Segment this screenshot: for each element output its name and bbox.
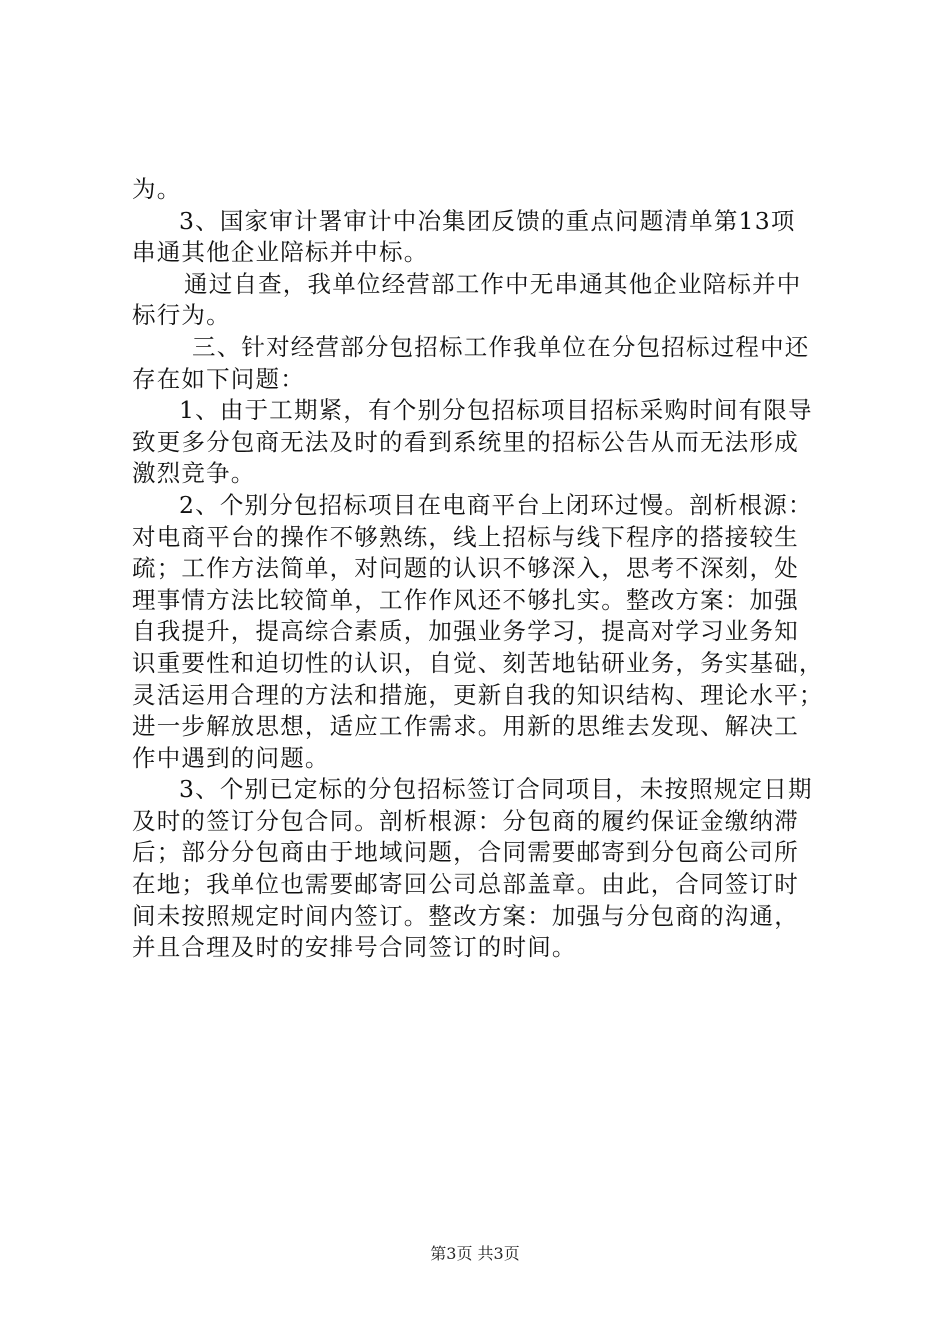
- text-line: 对电商平台的操作不够熟练，线上招标与线下程序的搭接较生: [132, 522, 799, 551]
- page-number-footer: 第3页 共3页: [430, 1244, 520, 1263]
- text-line: 串通其他企业陪标并中标。: [132, 238, 429, 267]
- text-line: 致更多分包商无法及时的看到系统里的招标公告从而无法形成: [132, 427, 799, 456]
- text-line: 疏；工作方法简单，对问题的认识不够深入，思考不深刻，处: [132, 554, 799, 583]
- text-line: 存在如下问题：: [132, 364, 305, 393]
- text-line: 进一步解放思想，适应工作需求。用新的思维去发现、解决工: [132, 712, 799, 741]
- text-line: 并且合理及时的安排号合同签订的时间。: [132, 933, 577, 962]
- text-line: 3、个别已定标的分包招标签订合同项目，未按照规定日期: [179, 775, 813, 804]
- text-line: 标行为。: [132, 301, 231, 330]
- text-line: 为。: [132, 175, 182, 203]
- text-line: 自我提升，提高综合素质，加强业务学习，提高对学习业务知: [132, 617, 799, 646]
- document-body: [132, 174, 832, 964]
- text-line: 1、由于工期紧，有个别分包招标项目招标采购时间有限导: [179, 396, 813, 425]
- text-line: 及时的签订分包合同。剖析根源：分包商的履约保证金缴纳滞: [132, 806, 799, 835]
- text-line: 后；部分分包商由于地域问题，合同需要邮寄到分包商公司所: [132, 838, 799, 867]
- text-line: 通过自查，我单位经营部工作中无串通其他企业陪标并中: [184, 269, 802, 298]
- text-line: 三、针对经营部分包招标工作我单位在分包招标过程中还: [192, 332, 810, 361]
- text-line: 理事情方法比较简单，工作作风还不够扎实。整改方案：加强: [132, 585, 799, 614]
- text-line: 激烈竞争。: [132, 459, 256, 488]
- text-line: 识重要性和迫切性的认识，自觉、刻苦地钻研业务，务实基础，: [132, 648, 824, 677]
- text-line: 灵活运用合理的方法和措施，更新自我的知识结构、理论水平；: [132, 680, 824, 709]
- text-line: 间未按照规定时间内签订。整改方案：加强与分包商的沟通，: [132, 901, 799, 930]
- text-line: 2、个别分包招标项目在电商平台上闭环过慢。剖析根源：: [179, 490, 813, 519]
- text-line: 在地；我单位也需要邮寄回公司总部盖章。由此，合同签订时: [132, 870, 799, 899]
- text-line: 作中遇到的问题。: [132, 743, 330, 772]
- text-line: 3、国家审计署审计中冶集团反馈的重点问题清单第13项: [179, 206, 796, 235]
